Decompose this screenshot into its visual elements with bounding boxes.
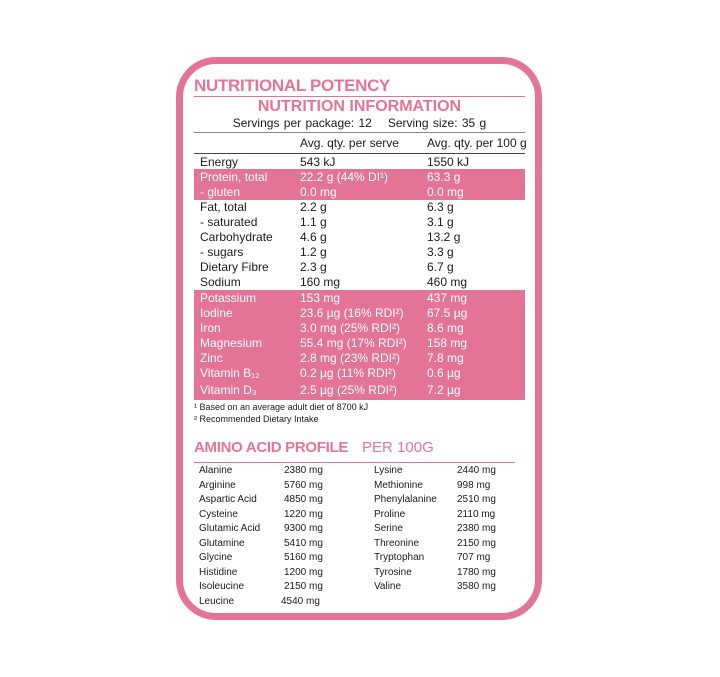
amino-name: Lysine [374,465,403,476]
cell-per100: 67.5 µg [427,306,468,320]
cell-per100: 7.8 mg [427,351,464,365]
amino-name: Valine [374,581,402,592]
cell-name: Potassium [200,291,257,305]
cell-serve: 2.5 µg (25% RDI²) [300,383,397,397]
table-row [194,185,525,200]
cell-per100: 460 mg [427,275,468,289]
cell-per100: 7.2 µg [427,383,461,397]
amino-name: Alanine [199,465,233,476]
cell-name: - sugars [200,245,244,259]
table-row [194,351,525,366]
cell-serve: 55.4 mg (17% RDI²) [300,336,407,350]
table-row [194,155,525,170]
amino-name: Glutamic Acid [199,523,261,534]
cell-serve: 2.3 g [300,260,327,274]
divider [194,153,525,154]
amino-name: Cysteine [199,508,238,520]
amino-value: 1200 mg [284,566,323,578]
cell-name: Vitamin B₁₂ [200,366,260,380]
amino-name: Glutamine [199,537,245,549]
amino-value: 2110 mg [457,508,496,520]
table-row [194,306,525,321]
cell-serve: 2.2 g [300,200,327,214]
amino-name: Tryptophan [374,552,425,563]
cell-serve: 1.1 g [300,215,327,229]
amino-name: Serine [374,523,403,534]
cell-per100: 1550 kJ [427,155,470,169]
table-row [194,275,525,290]
cell-serve: 0.0 mg [300,185,337,199]
table-row [194,383,525,398]
cell-per100: 0.0 mg [427,185,464,199]
col-serve: Avg. qty. per serve [300,136,399,150]
cell-name: Energy [200,155,239,169]
amino-value: 2510 mg [457,494,496,505]
cell-serve: 0.2 µg (11% RDI²) [300,366,397,380]
table-row [194,336,525,351]
cell-name: Sodium [200,275,241,289]
amino-value: 5160 mg [284,552,323,563]
amino-name: Isoleucine [199,581,245,592]
amino-heading: AMINO ACID PROFILE [194,439,349,456]
amino-name: Phenylalanine [374,494,437,505]
cell-serve: 160 mg [300,275,341,289]
cell-serve: 2.8 mg (23% RDI²) [300,351,401,365]
amino-name: Tyrosine [374,566,412,578]
table-row [194,291,525,306]
amino-subheading: PER 100G [362,439,434,456]
amino-name: Methionine [374,479,423,491]
table-row [194,200,525,215]
cell-serve: 1.2 g [300,245,327,259]
footnote: ² Recommended Dietary Intake [194,414,319,424]
amino-value: 3580 mg [457,581,496,592]
cell-per100: 3.1 g [427,215,454,229]
amino-name: Glycine [199,552,233,563]
cell-serve: 543 kJ [300,155,336,169]
cell-serve: 153 mg [300,291,341,305]
cell-name: Fat, total [200,200,247,214]
table-row [194,230,525,245]
amino-value: 4540 mg [281,595,320,607]
servings-info [194,116,525,130]
cell-per100: 6.3 g [427,200,454,214]
cell-per100: 437 mg [427,291,468,305]
cell-name: Iodine [200,306,233,320]
table-row [194,321,525,336]
cell-per100: 3.3 g [427,245,454,259]
col-100g: Avg. qty. per 100 g [427,136,527,150]
nutrition-heading: NUTRITION INFORMATION [257,98,462,115]
amino-value: 4850 mg [284,494,323,505]
amino-value: 707 mg [457,552,491,563]
cell-serve: 4.6 g [300,230,327,244]
cell-per100: 13.2 g [427,230,461,244]
amino-header [194,439,434,457]
amino-name: Arginine [199,479,236,491]
amino-value: 9300 mg [284,523,323,534]
cell-serve: 23.6 µg (16% RDI²) [300,306,404,320]
divider [194,96,525,97]
amino-value: 2150 mg [284,581,323,592]
cell-name: Dietary Fibre [200,260,269,274]
cell-name: Magnesium [200,336,263,350]
footnote: ¹ Based on an average adult diet of 8700 kJ [194,402,369,412]
amino-name: Proline [374,508,406,520]
amino-name: Histidine [199,566,238,578]
amino-value: 998 mg [457,479,491,491]
cell-name: Zinc [200,351,223,365]
amino-value: 1220 mg [284,508,323,520]
cell-name: Protein, total [200,170,268,184]
cell-name: - gluten [200,185,241,199]
amino-value: 5410 mg [284,537,323,549]
amino-value: 2150 mg [457,537,496,549]
table-row [194,215,525,230]
cell-per100: 63.3 g [427,170,461,184]
divider [194,462,515,463]
cell-serve: 3.0 mg (25% RDI²) [300,321,401,335]
cell-name: - saturated [200,215,258,229]
amino-value: 2440 mg [457,465,496,476]
amino-name: Aspartic Acid [199,494,257,505]
table-row [194,170,525,185]
table-header [194,136,525,151]
amino-value: 2380 mg [284,465,323,476]
cell-per100: 158 mg [427,336,468,350]
serving-size: Serving size: 35 g [387,116,487,130]
cell-name: Iron [200,321,221,335]
amino-value: 1780 mg [457,566,496,578]
cell-name: Carbohydrate [200,230,273,244]
cell-serve: 22.2 g (44% DI¹) [300,170,389,184]
amino-name: Threonine [374,537,420,549]
divider [194,132,525,133]
table-row [194,245,525,260]
page-title: NUTRITIONAL POTENCY [194,76,391,95]
cell-per100: 8.6 mg [427,321,464,335]
table-row [194,366,525,381]
cell-per100: 0.6 µg [427,366,461,380]
amino-name: Leucine [199,595,235,607]
cell-name: Vitamin D₃ [200,383,257,397]
cell-per100: 6.7 g [427,260,454,274]
table-row [194,260,525,275]
amino-value: 2380 mg [457,523,496,534]
amino-value: 5760 mg [284,479,323,491]
servings-per-package: Servings per package: 12 [232,116,372,130]
